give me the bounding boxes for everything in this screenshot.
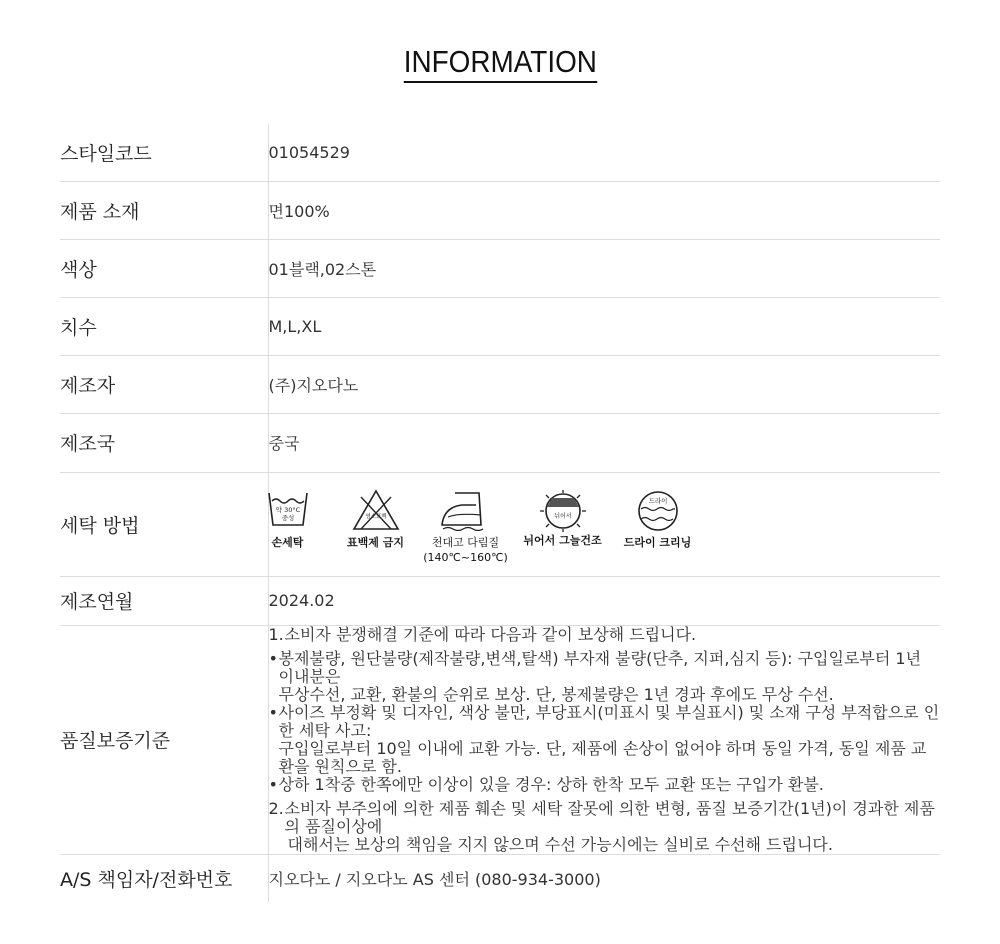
label-size: 치수 [60,297,268,355]
value-style-code: 01054529 [268,142,350,162]
label-date: 제조연월 [60,576,268,625]
label-washing: 세탁 방법 [60,472,268,576]
value-color: 01블랙,02스톤 [268,259,377,279]
row-quality [60,625,940,854]
label-quality: 품질보증기준 [60,625,268,854]
iron-icon [438,489,494,531]
wash-item-shade-dry [522,489,604,548]
row-country [60,413,940,472]
caption-iron: 천대고 다림질 [431,535,500,549]
wash-item-iron [423,489,508,564]
value-washing [268,472,940,576]
value-material: 면100% [268,201,330,221]
wash-item-bleach [341,489,411,550]
row-date [60,576,940,625]
quality-item-1: 1. 소비자 분쟁해결 기준에 따라 다음과 같이 보상해 드립니다. [268,624,697,644]
wash-item-hand [266,489,310,550]
no-bleach-icon [351,489,401,534]
quality-bullet-2: • 사이즈 부정확 및 디자인, 색상 불만, 부당표시(미표시 및 부실표시) 및 소재 구성 부적합으로 인한 세탁 사고: 구입일로부터 10일 이내에 교환 가능. 단, 제품에 손상이 없어야 하며 동일 가격, 동일 제품 교환을 원칙으로 함. [268,702,940,776]
svg-text:뉘어서: 뉘어서 [553,512,572,520]
label-material: 제품 소재 [60,181,268,239]
wash-icon-list [269,485,941,564]
caption-shade-dry: 뉘어서 그늘건조 [523,533,602,547]
svg-text:중성: 중성 [281,513,294,522]
caption-hand-wash: 손세탁 [271,535,304,549]
quality-item-2: 2. 소비자 부주의에 의한 제품 훼손 및 세탁 잘못에 의한 변형, 품질 보증기간(1년)이 경과한 제품의 품질이상에 대해서는 보상의 책임을 지지 않으며 수선 가능시에는 실비로 수선해 드립니다. [268,798,935,854]
page-title: INFORMATION [403,44,596,83]
value-quality [268,625,940,854]
label-maker: 제조자 [60,355,268,413]
value-as: 지오다노 / 지오다노 AS 센터 (080-934-3000) [268,869,601,889]
info-table [60,124,940,902]
svg-text:약 30°C: 약 30°C [275,505,300,514]
value-size: M,L,XL [268,316,322,336]
label-as: A/S 책임자/전화번호 [60,854,268,902]
caption-iron-temp: (140℃~160℃) [423,550,508,564]
shade-dry-icon [538,489,588,533]
row-washing [60,472,940,576]
caption-no-bleach: 표백제 금지 [347,535,404,549]
row-as [60,854,940,902]
label-country: 제조국 [60,413,268,472]
svg-text:드라이: 드라이 [648,496,667,505]
wash-item-dry-clean [623,489,693,550]
value-date: 2024.02 [268,591,335,610]
value-maker: (주)지오다노 [268,375,359,395]
label-color: 색상 [60,239,268,297]
row-style-code [60,124,940,181]
quality-bullet-1: • 봉제불량, 원단불량(제작불량,변색,탈색) 부자재 불량(단추, 지퍼,심지 등): 구입일로부터 1년 이내분은 무상수선, 교환, 환불의 순위로 보상. 단, 봉제불량은 1년 경과 후에도 무상 수선. [268,648,922,704]
label-style-code: 스타일코드 [60,124,268,181]
hand-wash-icon [266,489,310,531]
title-wrap [0,44,1000,83]
row-material [60,181,940,239]
row-size [60,297,940,355]
quality-bullet-3: • 상하 1착중 한쪽에만 이상이 있을 경우: 상하 한착 모두 교환 또는 구입가 환불. [268,774,824,794]
dry-clean-icon [635,489,681,531]
value-country: 중국 [268,434,300,453]
caption-dry-clean: 드라이 크리닝 [623,535,692,549]
svg-text:염소표백: 염소표백 [364,513,387,520]
row-color [60,239,940,297]
row-maker [60,355,940,413]
